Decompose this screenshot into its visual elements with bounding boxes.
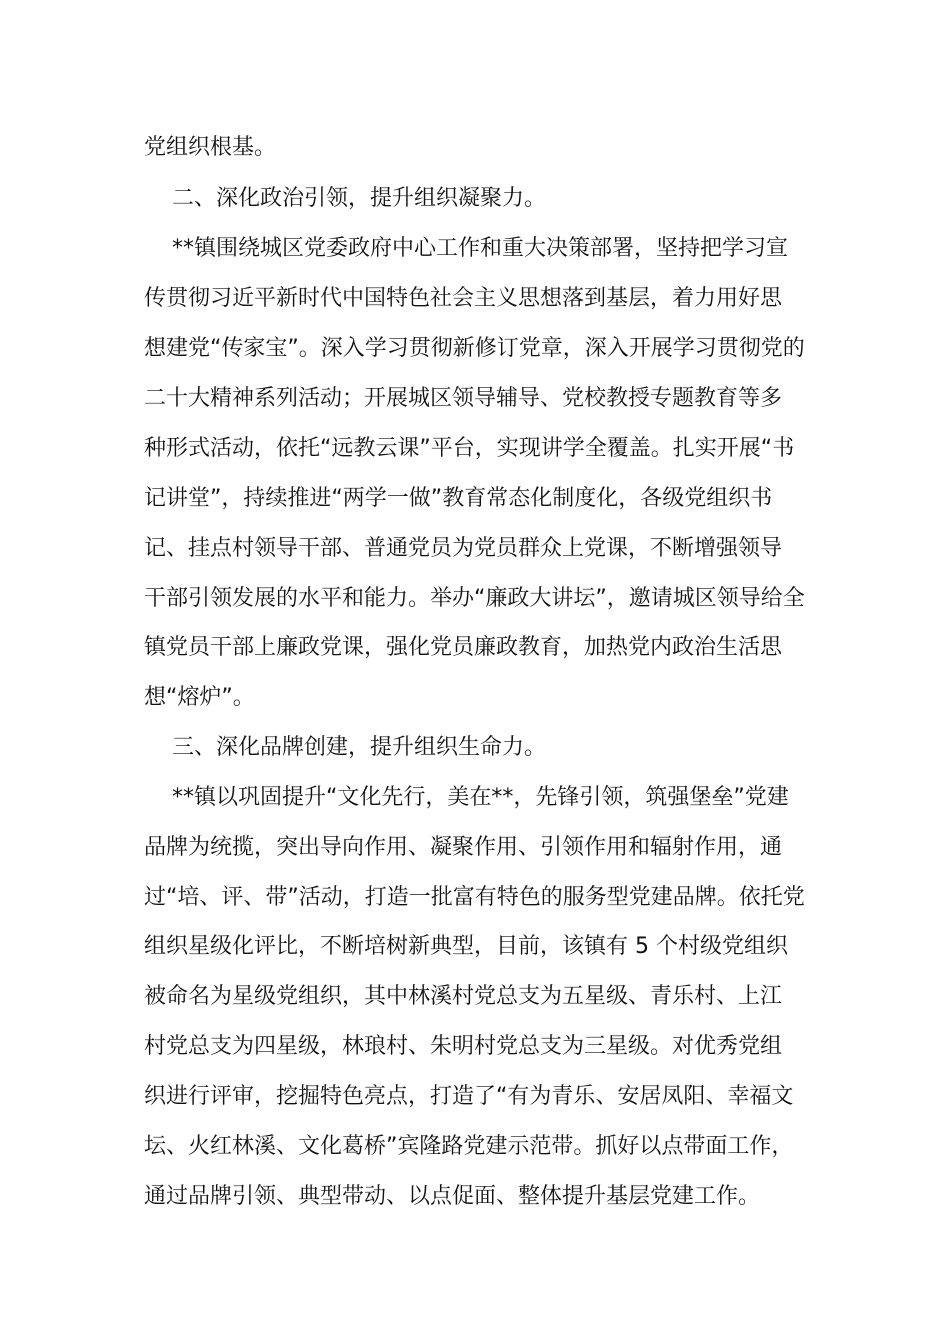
paragraph-line: 组织星级化评比，不断培树新典型，目前，该镇有 5 个村级党组织 (144, 934, 788, 959)
paragraph-line: 记讲堂”，持续推进“两学一做”教育常态化制度化，各级党组织书 (144, 486, 773, 511)
paragraph-line: 干部引领发展的水平和能力。举办“廉政大讲坛”，邀请城区领导给全 (144, 586, 805, 611)
paragraph-line: 党组织根基。 (144, 135, 277, 160)
paragraph-line: 通过品牌引领、典型带动、以点促面、整体提升基层党建工作。 (144, 1184, 761, 1209)
paragraph-line: **镇以巩固提升“文化先行，美在**，先锋引领，筑强堡垒”党建 (172, 785, 789, 810)
paragraph-line: 镇党员干部上廉政党课，强化党员廉政教育，加热党内政治生活思 (144, 635, 783, 660)
paragraph-line: 织进行评审，挖掘特色亮点，打造了“有为青乐、安居凤阳、幸福文 (144, 1084, 794, 1109)
paragraph-line: 传贯彻习近平新时代中国特色社会主义思想落到基层，着力用好思 (144, 286, 783, 311)
paragraph-line: 种形式活动，依托“远教云课”平台，实现讲学全覆盖。扎实开展“书 (144, 436, 795, 461)
paragraph-line: 村党总支为四星级，林琅村、朱明村党总支为三星级。对优秀党组 (144, 1034, 783, 1059)
paragraph-line: 想建党“传家宝”。深入学习贯彻新修订党章，深入开展学习贯彻党的 (144, 336, 805, 361)
section-heading: 三、深化品牌创建，提升组织生命力。 (172, 735, 547, 760)
paragraph-line: 被命名为星级党组织，其中林溪村党总支为五星级、青乐村、上江 (144, 984, 783, 1009)
paragraph-line: 坛、火红林溪、文化葛桥”宾隆路党建示范带。抓好以点带面工作， (144, 1134, 794, 1159)
paragraph-line: 想“熔炉”。 (144, 685, 255, 710)
section-heading: 二、深化政治引领，提升组织凝聚力。 (172, 186, 547, 211)
paragraph-line: **镇围绕城区党委政府中心工作和重大决策部署，坚持把学习宣 (172, 236, 789, 261)
paragraph-line: 二十大精神系列活动；开展城区领导辅导、党校教授专题教育等多 (144, 386, 783, 411)
paragraph-line: 记、挂点村领导干部、普通党员为党员群众上党课，不断增强领导 (144, 536, 783, 561)
paragraph-line: 品牌为统揽，突出导向作用、凝聚作用、引领作用和辐射作用，通 (144, 835, 783, 860)
paragraph-line: 过“培、评、带”活动，打造一批富有特色的服务型党建品牌。依托党 (144, 885, 805, 910)
